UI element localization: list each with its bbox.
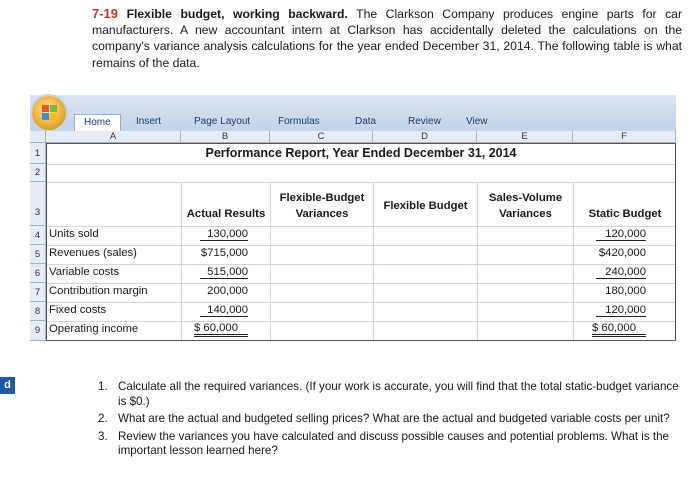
row-header-7[interactable]: 7 [30,283,46,302]
actual-contribution-margin: 200,000 [207,285,248,297]
static-fixed-costs: 120,000 [596,304,646,317]
row-header-1[interactable]: 1 [30,143,46,164]
column-header-a[interactable]: A [46,131,181,143]
tab-review[interactable]: Review [408,116,441,127]
office-logo-icon [42,105,57,120]
problem-title: Flexible budget, working backward. [126,7,348,21]
tab-page-layout[interactable]: Page Layout [194,116,251,127]
column-header-e[interactable]: E [477,131,573,143]
tab-formulas[interactable]: Formulas [278,116,320,127]
tab-insert[interactable]: Insert [136,116,162,127]
question-number: 2. [98,412,108,426]
label-fixed-costs: Fixed costs [49,304,107,316]
problem-text: The Clarkson Company produces engine parts for car manufacturers. A new accountant intern at Clarkson has accidentally deleted the calculations on the company's variance analysis calculations for the year ended December 31, 2014. The following table is what remains of the data. [92,7,683,70]
actual-variable-costs: 515,000 [200,266,248,279]
spreadsheet [30,95,676,343]
tab-data[interactable]: Data [355,116,377,127]
static-operating-income: $ 60,000 [592,322,646,337]
select-all-corner[interactable] [30,131,46,143]
label-units-sold: Units sold [49,228,99,240]
tab-view[interactable]: View [466,116,488,127]
actual-fixed-costs: 140,000 [200,304,248,317]
static-variable-costs: 240,000 [596,266,646,279]
question-item [92,430,682,459]
tab-home[interactable]: Home [74,114,121,131]
column-header-d[interactable]: D [373,131,477,143]
office-button[interactable] [32,96,66,130]
header-sales-volume-variances-line2: Variances [499,208,552,220]
row-header-2[interactable]: 2 [30,164,46,182]
column-header-f[interactable]: F [573,131,676,143]
problem-intro [92,6,682,71]
report-title: Performance Report, Year Ended December 31, 2014 [205,146,517,160]
header-flexible-budget: Flexible Budget [383,200,468,212]
label-revenues: Revenues (sales) [49,247,137,259]
question-text: Calculate all the required variances. (If your work is accurate, you will find that the total static-budget variance is $0.) [118,380,679,408]
header-flexible-budget-variances-line1: Flexible-Budget [279,192,365,204]
actual-revenues: $715,000 [200,247,248,259]
question-number: 3. [98,429,108,443]
header-sales-volume-variances-line1: Sales-Volume [488,192,563,204]
row-header-3[interactable]: 3 [30,182,46,226]
table-border [46,143,676,341]
problem-number: 7-19 [92,6,119,21]
ribbon [30,95,676,131]
question-list [92,380,682,462]
row-header-5[interactable]: 5 [30,245,46,264]
label-variable-costs: Variable costs [49,266,120,278]
column-header-c[interactable]: C [270,131,373,143]
row-header-9[interactable]: 9 [30,321,46,341]
question-item [92,412,682,427]
label-operating-income: Operating income [49,323,139,335]
static-units-sold: 120,000 [596,228,646,241]
header-actual-results: Actual Results [186,208,266,220]
row-header-4[interactable]: 4 [30,226,46,245]
question-number: 1. [98,380,108,393]
header-static-budget: Static Budget [588,208,662,220]
header-flexible-budget-variances-line2: Variances [295,208,349,220]
static-revenues: $420,000 [598,247,646,259]
row-header-6[interactable]: 6 [30,264,46,283]
question-text: Review the variances you have calculated and discuss possible causes and potential problems. What is the important lesson learned here? [118,429,670,458]
question-text: What are the actual and budgeted selling prices? What are the actual and budgeted variable costs per unit? [118,412,670,426]
side-tab: d [0,377,15,394]
actual-units-sold: 130,000 [200,228,248,241]
actual-operating-income: $ 60,000 [194,322,248,337]
column-header-b[interactable]: B [181,131,270,143]
question-item [92,380,682,409]
static-contribution-margin: 180,000 [605,285,646,297]
row-header-8[interactable]: 8 [30,302,46,321]
label-contribution-margin: Contribution margin [49,285,148,297]
